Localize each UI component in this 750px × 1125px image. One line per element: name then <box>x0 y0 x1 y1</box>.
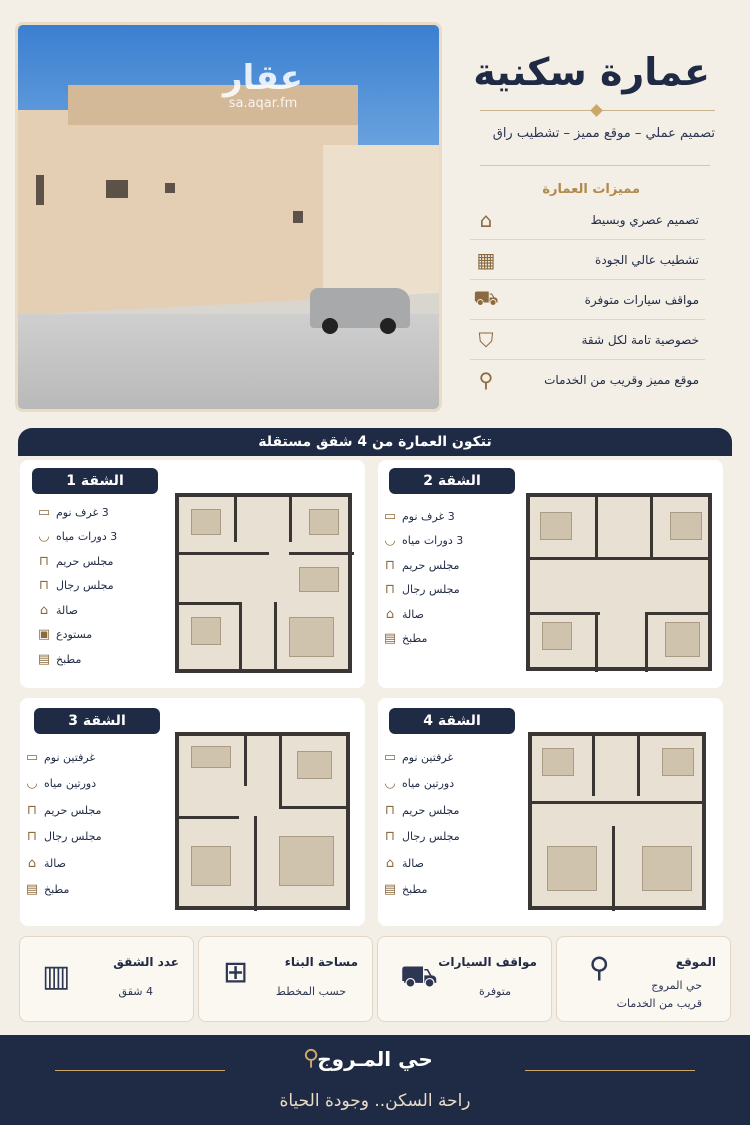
feature-label: موقع مميز وقريب من الخدمات <box>544 373 699 387</box>
sofa-icon: ⊓ <box>384 802 396 818</box>
room-item <box>32 574 162 599</box>
room-label: مجلس حريم <box>402 558 460 572</box>
footer-divider <box>55 1070 225 1071</box>
room-label: صالة <box>44 856 66 870</box>
apartment-rooms-list <box>32 500 162 672</box>
building-icon: ▥ <box>42 959 71 994</box>
info-value: حي المروج <box>651 979 702 992</box>
room-label: مجلس رجال <box>402 583 460 597</box>
feature-label: تصميم عصري وبسيط <box>590 212 699 227</box>
location-pin-icon: ⚲ <box>303 1046 320 1071</box>
bricks-icon: ▦ <box>476 247 496 272</box>
info-value: 4 شقق <box>118 985 153 998</box>
room-label: مجلس حريم <box>402 803 460 817</box>
apartment-title: الشقة 3 <box>34 708 160 734</box>
sofa-icon: ⊓ <box>38 578 50 594</box>
apartment-title: الشقة 2 <box>389 468 515 494</box>
building-upper <box>68 85 358 125</box>
aqar-watermark <box>223 60 303 111</box>
sofa-icon: ⊓ <box>26 829 38 845</box>
room-label: مجلس حريم <box>44 803 102 817</box>
car-icon: ⛟ <box>400 959 438 994</box>
room-item <box>378 602 508 627</box>
room-item <box>32 500 162 525</box>
info-value: حسب المخطط <box>275 985 346 998</box>
window <box>106 180 128 198</box>
room-item <box>378 877 508 904</box>
room-label: دورتين مياه <box>44 777 97 791</box>
page-title: عمارة سكنية <box>473 50 710 94</box>
window <box>36 175 44 205</box>
room-label: 3 غرف نوم <box>402 509 455 523</box>
apartment-rooms-list <box>378 744 508 903</box>
bathtub-icon: ◡ <box>384 533 396 549</box>
bathtub-icon: ◡ <box>26 776 38 792</box>
feature-label: خصوصية تامة لكل شقة <box>581 332 699 347</box>
room-item <box>32 623 162 648</box>
room-item <box>32 549 162 574</box>
room-label: صالة <box>402 607 424 621</box>
room-item <box>378 797 508 824</box>
home-icon: ⌂ <box>385 606 395 622</box>
room-item <box>20 824 150 851</box>
room-item <box>378 850 508 877</box>
home-icon: ⌂ <box>479 207 493 232</box>
apartment-card-1 <box>20 460 365 688</box>
info-value: قريب من الخدمات <box>616 997 702 1010</box>
room-item <box>20 797 150 824</box>
street <box>18 314 439 409</box>
info-units <box>19 936 194 1022</box>
car-icon: ⛟ <box>473 286 499 310</box>
room-item <box>20 744 150 771</box>
features-list <box>470 200 705 400</box>
home-icon: ⌂ <box>27 855 37 871</box>
sofa-icon: ⊓ <box>384 557 396 573</box>
room-label: مطبخ <box>44 883 70 897</box>
room-item <box>20 771 150 798</box>
apartment-card-4 <box>378 698 723 926</box>
info-title: مواقف السيارات <box>438 955 537 969</box>
feature-item <box>470 200 705 240</box>
room-label: مجلس رجال <box>402 830 460 844</box>
feature-item <box>470 360 705 400</box>
sofa-icon: ⊓ <box>26 802 38 818</box>
window <box>293 211 303 223</box>
room-item <box>378 744 508 771</box>
storage-icon: ▣ <box>37 627 51 643</box>
feature-label: تشطيب عالي الجودة <box>595 252 699 267</box>
info-location <box>556 936 731 1022</box>
room-item <box>378 627 508 652</box>
watermark-url: sa.aqar.fm <box>228 96 298 111</box>
room-label: غرفتين نوم <box>402 750 454 764</box>
room-label: مجلس حريم <box>56 554 114 568</box>
page-subtitle: تصميم عملي – موقع مميز – تشطيب راق <box>492 126 715 141</box>
room-item <box>378 529 508 554</box>
room-item <box>32 598 162 623</box>
info-parking <box>377 936 552 1022</box>
footer-slogan: راحة السكن.. وجودة الحياة <box>279 1091 471 1111</box>
feature-item <box>470 320 705 360</box>
apartment-title: الشقة 1 <box>32 468 158 494</box>
room-label: دورتين مياه <box>402 777 455 791</box>
parked-car <box>310 288 410 328</box>
room-label: 3 غرف نوم <box>56 505 109 519</box>
bathtub-icon: ◡ <box>384 776 396 792</box>
location-pin-icon: ⚲ <box>589 951 610 984</box>
sofa-icon: ⊓ <box>38 553 50 569</box>
shield-icon: ⛉ <box>478 327 494 352</box>
room-label: مستودع <box>56 628 93 642</box>
room-label: 3 دورات مياه <box>402 534 464 548</box>
building-neighbor <box>323 145 442 305</box>
room-item <box>378 578 508 603</box>
kitchen-icon: ▤ <box>383 631 397 647</box>
room-item <box>378 824 508 851</box>
apartment-rooms-list <box>378 504 508 651</box>
subtitle-divider <box>480 165 710 166</box>
diamond-ornament <box>590 104 603 117</box>
floorplan-icon: ⊞ <box>223 955 249 990</box>
room-label: صالة <box>56 603 78 617</box>
kitchen-icon: ▤ <box>383 882 397 898</box>
floor-plan <box>528 732 706 910</box>
feature-label: مواقف سيارات متوفرة <box>584 292 699 307</box>
info-area <box>198 936 373 1022</box>
sofa-icon: ⊓ <box>384 582 396 598</box>
room-label: مطبخ <box>56 652 82 666</box>
room-item <box>378 504 508 529</box>
features-heading: مميزات العمارة <box>542 182 640 197</box>
kitchen-icon: ▤ <box>37 651 51 667</box>
room-label: 3 دورات مياه <box>56 530 118 544</box>
room-label: مطبخ <box>402 883 428 897</box>
floor-plan <box>175 732 350 910</box>
room-item <box>32 647 162 672</box>
room-label: صالة <box>402 856 424 870</box>
bathtub-icon: ◡ <box>38 529 50 545</box>
info-title: الموقع <box>675 955 716 969</box>
building-photo <box>15 22 442 412</box>
watermark-logo: عقار <box>223 58 304 98</box>
room-label: مجلس رجال <box>44 830 102 844</box>
footer-district: حي المـروج <box>317 1047 433 1071</box>
bed-icon: ▭ <box>383 508 397 524</box>
bed-icon: ▭ <box>37 504 51 520</box>
footer <box>0 1035 750 1125</box>
info-value: متوفرة <box>479 985 511 998</box>
room-item <box>20 850 150 877</box>
floor-plan <box>175 493 352 673</box>
info-title: مساحة البناء <box>284 955 358 969</box>
apartment-card-2 <box>378 460 723 688</box>
apartment-card-3 <box>20 698 365 926</box>
room-label: مجلس رجال <box>56 579 114 593</box>
footer-divider <box>525 1070 695 1071</box>
location-pin-icon: ⚲ <box>478 368 494 392</box>
room-item <box>378 771 508 798</box>
room-label: غرفتين نوم <box>44 750 96 764</box>
floor-plan <box>526 493 712 671</box>
window <box>165 183 175 193</box>
apartment-rooms-list <box>20 744 150 903</box>
info-title: عدد الشقق <box>113 955 179 969</box>
feature-item <box>470 240 705 280</box>
sofa-icon: ⊓ <box>384 829 396 845</box>
room-item <box>20 877 150 904</box>
kitchen-icon: ▤ <box>25 882 39 898</box>
bed-icon: ▭ <box>25 749 39 765</box>
room-item <box>378 553 508 578</box>
home-icon: ⌂ <box>385 855 395 871</box>
room-item <box>32 525 162 550</box>
room-label: مطبخ <box>402 632 428 646</box>
home-icon: ⌂ <box>39 602 49 618</box>
apartment-title: الشقة 4 <box>389 708 515 734</box>
apartments-banner: تتكون العمارة من 4 شقق مستقلة <box>18 428 732 456</box>
feature-item <box>470 280 705 320</box>
bed-icon: ▭ <box>383 749 397 765</box>
